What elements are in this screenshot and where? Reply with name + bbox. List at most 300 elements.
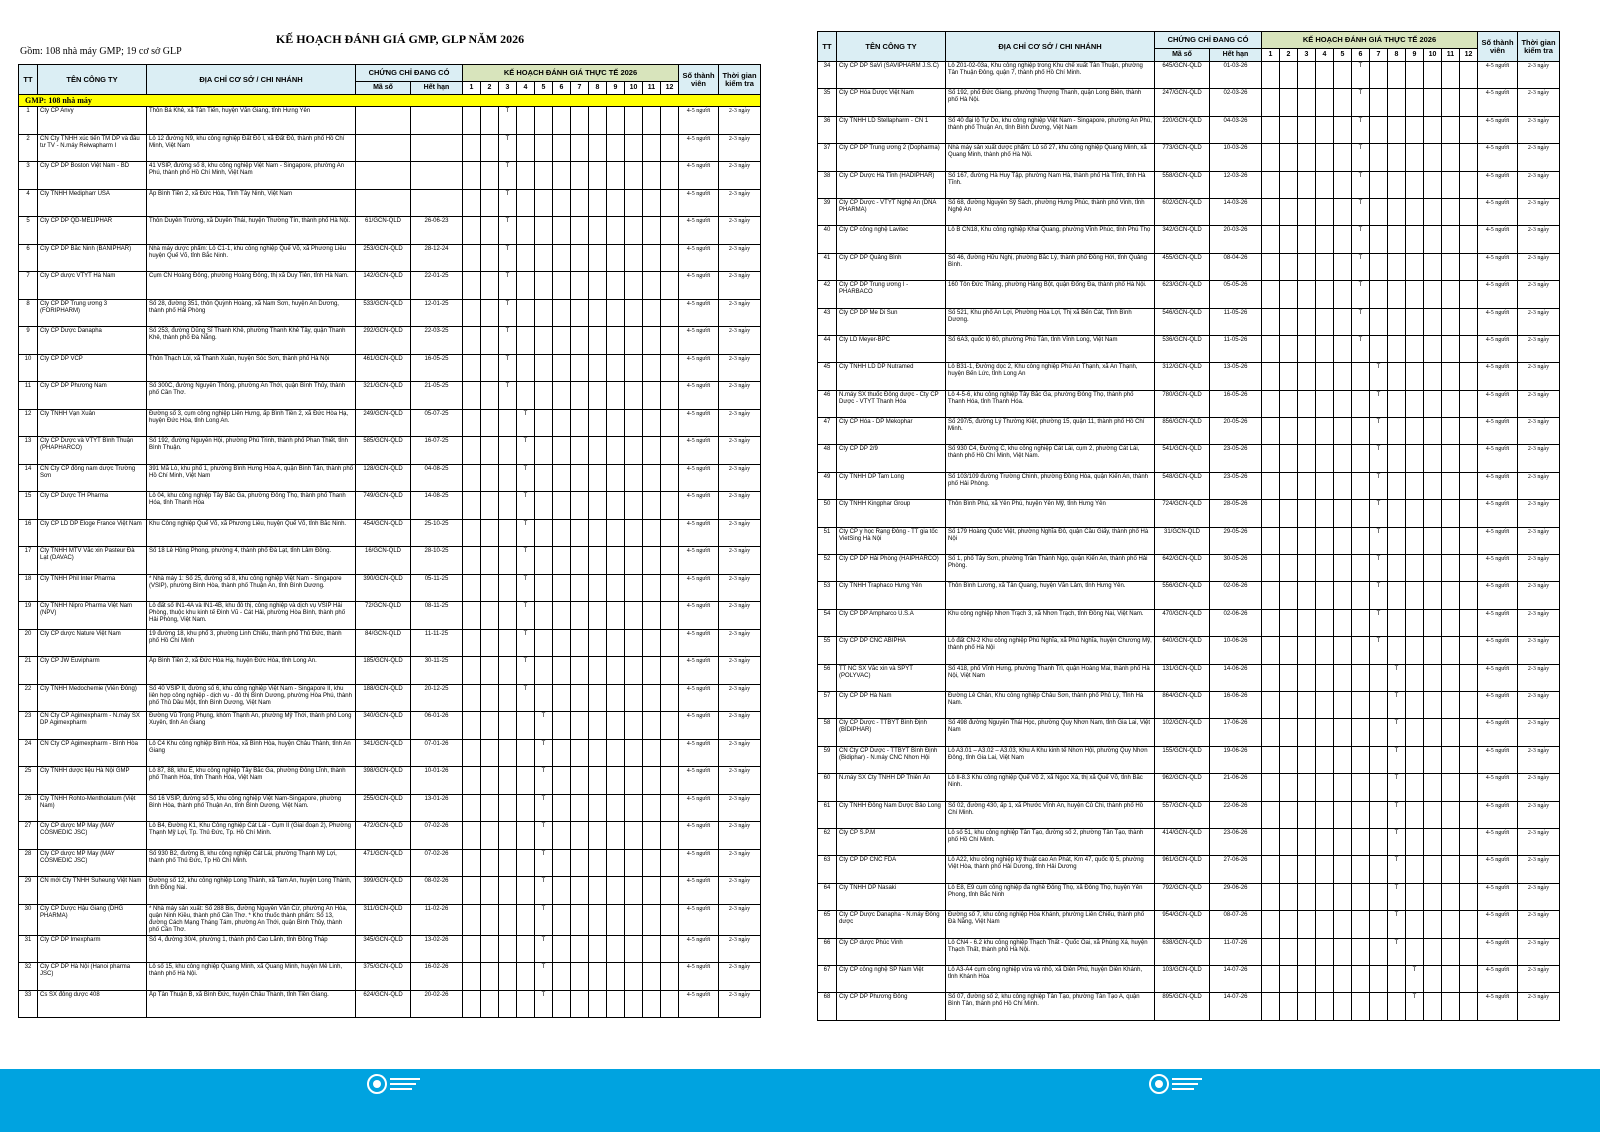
staff-count: 4-5 người — [1478, 828, 1518, 855]
month-cell-6 — [553, 739, 571, 767]
audit-mark: T — [1370, 609, 1388, 636]
month-cell-12 — [1460, 390, 1478, 417]
audit-mark: T — [1352, 253, 1370, 280]
table-row — [19, 492, 761, 520]
certificate-expiry: 01-03-26 — [1210, 62, 1262, 89]
staff-count: 4-5 người — [1478, 801, 1518, 828]
inspection-duration: 2-3 ngày — [1518, 335, 1560, 362]
company-name: Cty CP DP CNC ABIPHA — [837, 637, 946, 664]
certificate-expiry: 04-08-25 — [411, 464, 463, 492]
month-cell-9 — [1406, 418, 1424, 445]
audit-mark: T — [1388, 774, 1406, 801]
company-name: Cty CP DP 2/9 — [837, 445, 946, 472]
audit-mark: T — [1370, 390, 1388, 417]
inspection-duration: 2-3 ngày — [1518, 418, 1560, 445]
facility-address: Số 16 VSIP, đường số 5, khu công nghiệp Việt Nam-Singapore, phường Bình Hòa, thành phố Thuận An, tỉnh Bình Dương, Việt Nam. — [147, 794, 356, 822]
certificate-expiry: 23-05-26 — [1210, 472, 1262, 499]
inspection-duration: 2-3 ngày — [719, 629, 761, 657]
audit-mark: T — [1370, 637, 1388, 664]
row-number: 35 — [818, 89, 837, 116]
month-cell-3 — [1298, 445, 1316, 472]
month-cell-11 — [1442, 253, 1460, 280]
month-cell-7 — [571, 877, 589, 905]
month-cell-11 — [1442, 89, 1460, 116]
certificate-code: 471/GCN-QLD — [356, 849, 411, 877]
month-cell-8 — [1388, 527, 1406, 554]
facility-address: Cụm CN Hoàng Đông, phường Hoàng Đông, thị xã Duy Tiên, tỉnh Hà Nam. — [147, 272, 356, 300]
month-cell-12 — [661, 519, 679, 547]
month-cell-10 — [1424, 335, 1442, 362]
month-cell-9 — [607, 849, 625, 877]
row-number: 53 — [818, 582, 837, 609]
month-cell-7 — [1370, 335, 1388, 362]
facility-address: Thôn Thạch Lỗi, xã Thanh Xuân, huyện Sóc Sơn, thành phố Hà Nội — [147, 354, 356, 382]
month-cell-11 — [643, 629, 661, 657]
staff-count: 4-5 người — [1478, 390, 1518, 417]
row-number: 21 — [19, 657, 38, 685]
month-cell-11 — [1442, 472, 1460, 499]
month-cell-4 — [1316, 609, 1334, 636]
month-cell-10 — [1424, 883, 1442, 910]
month-cell-7 — [1370, 774, 1388, 801]
month-cell-11 — [643, 437, 661, 465]
month-cell-9 — [607, 162, 625, 190]
month-cell-10 — [1424, 527, 1442, 554]
month-cell-12 — [1460, 965, 1478, 992]
company-name: Cty CP DP Me Di Sun — [837, 308, 946, 335]
month-cell-2 — [1280, 883, 1298, 910]
facility-address: Thôn Duyên Trường, xã Duyên Thái, huyện Thường Tín, thành phố Hà Nội. — [147, 217, 356, 245]
month-cell-10 — [625, 244, 643, 272]
certificate-code: 640/GCN-QLD — [1155, 637, 1210, 664]
company-name: N.máy SX thuốc Đông dược - Cty CP Dược - VTYT Thanh Hóa — [837, 390, 946, 417]
company-name: Cty CP DP QD-MELIPHAR — [38, 217, 147, 245]
month-cell-12 — [1460, 582, 1478, 609]
month-cell-5 — [535, 409, 553, 437]
facility-address: Lô đất CN-2 Khu công nghiệp Phú Nghĩa, xã Phú Nghĩa, huyện Chương Mỹ, thành phố Hà Nội — [946, 637, 1155, 664]
month-cell-5 — [1334, 500, 1352, 527]
row-number: 22 — [19, 684, 38, 712]
month-cell-4 — [1316, 390, 1334, 417]
row-number: 20 — [19, 629, 38, 657]
month-cell-4 — [1316, 774, 1334, 801]
month-cell-5 — [535, 437, 553, 465]
facility-address: Số 521, Khu phố An Lợi, Phường Hòa Lợi, Thị xã Bến Cát, Tỉnh Bình Dương. — [946, 308, 1155, 335]
month-cell-10 — [1424, 664, 1442, 691]
month-cell-10 — [625, 519, 643, 547]
table-row — [19, 519, 761, 547]
month-cell-7 — [571, 547, 589, 575]
month-cell-4 — [1316, 911, 1334, 938]
month-cell-5 — [535, 657, 553, 685]
month-cell-10 — [625, 134, 643, 162]
facility-address: Số 6A3, quốc lộ 60, phường Phú Tân, tỉnh Vĩnh Long, Việt Nam — [946, 335, 1155, 362]
month-cell-3 — [499, 492, 517, 520]
month-cell-9 — [1406, 472, 1424, 499]
month-cell-9 — [607, 464, 625, 492]
month-cell-3 — [499, 437, 517, 465]
staff-count: 4-5 người — [1478, 144, 1518, 171]
month-cell-9 — [607, 437, 625, 465]
month-cell-10 — [625, 849, 643, 877]
staff-count: 4-5 người — [679, 437, 719, 465]
certificate-code: 102/GCN-QLD — [1155, 719, 1210, 746]
month-cell-12 — [1460, 883, 1478, 910]
table-row — [818, 828, 1560, 855]
inspection-duration: 2-3 ngày — [1518, 746, 1560, 773]
certificate-code: 61/GCN-QLD — [356, 217, 411, 245]
company-name: Cty LD Meyer-BPC — [837, 335, 946, 362]
month-cell-4 — [517, 272, 535, 300]
month-cell-1 — [463, 409, 481, 437]
month-cell-7 — [571, 382, 589, 410]
certificate-code: 72/GCN-QLD — [356, 602, 411, 630]
staff-count: 4-5 người — [679, 299, 719, 327]
month-cell-12 — [1460, 308, 1478, 335]
month-cell-9 — [607, 299, 625, 327]
row-number: 34 — [818, 62, 837, 89]
month-cell-2 — [1280, 472, 1298, 499]
header-plan: KẾ HOẠCH ĐÁNH GIÁ THỰC TẾ 2026 — [1262, 32, 1478, 49]
company-name: Cty CP LD DP Éloge France Việt Nam — [38, 519, 147, 547]
month-cell-6 — [553, 935, 571, 963]
month-cell-12 — [1460, 828, 1478, 855]
month-cell-5 — [535, 189, 553, 217]
month-cell-7 — [1370, 911, 1388, 938]
month-cell-10 — [1424, 62, 1442, 89]
month-cell-7 — [1370, 801, 1388, 828]
month-cell-3 — [1298, 965, 1316, 992]
month-cell-11 — [643, 657, 661, 685]
month-cell-4 — [1316, 664, 1334, 691]
facility-address: Số 167, đường Hà Huy Tập, phường Nam Hà, thành phố Hà Tĩnh, tỉnh Hà Tĩnh. — [946, 171, 1155, 198]
certificate-expiry: 28-12-24 — [411, 244, 463, 272]
month-cell-8 — [1388, 308, 1406, 335]
certificate-code: 292/GCN-QLD — [356, 327, 411, 355]
certificate-code: 536/GCN-QLD — [1155, 335, 1210, 362]
month-cell-8 — [589, 602, 607, 630]
inspection-duration: 2-3 ngày — [1518, 226, 1560, 253]
month-cell-3 — [499, 574, 517, 602]
company-name: Cty CP dược MP May (MAY COSMEDIC JSC) — [38, 822, 147, 850]
month-cell-11 — [643, 189, 661, 217]
month-cell-12 — [661, 849, 679, 877]
month-cell-2 — [1280, 911, 1298, 938]
certificate-expiry: 16-05-25 — [411, 354, 463, 382]
month-cell-11 — [1442, 856, 1460, 883]
month-cell-4 — [1316, 719, 1334, 746]
month-cell-4 — [1316, 828, 1334, 855]
month-cell-2 — [481, 822, 499, 850]
month-cell-2 — [1280, 801, 1298, 828]
header-address: ĐỊA CHỈ CƠ SỞ / CHI NHÁNH — [147, 65, 356, 95]
certificate-expiry: 08-11-25 — [411, 602, 463, 630]
month-cell-7 — [571, 849, 589, 877]
month-cell-12 — [661, 904, 679, 935]
month-cell-8 — [1388, 965, 1406, 992]
month-cell-10 — [625, 437, 643, 465]
row-number: 64 — [818, 883, 837, 910]
inspection-duration: 2-3 ngày — [719, 904, 761, 935]
facility-address: Số 253, đường Dũng Sĩ Thanh Khê, phường Thanh Khê Tây, quận Thanh Khê, thành phố Đà Nẵng. — [147, 327, 356, 355]
month-cell-11 — [1442, 363, 1460, 390]
month-cell-12 — [1460, 664, 1478, 691]
staff-count: 4-5 người — [679, 822, 719, 850]
month-cell-1 — [463, 739, 481, 767]
month-cell-9 — [607, 684, 625, 712]
audit-mark: T — [517, 684, 535, 712]
month-cell-8 — [589, 162, 607, 190]
audit-mark: T — [1370, 555, 1388, 582]
month-cell-12 — [661, 990, 679, 1018]
company-name: Cty TNHH Medipharr USA — [38, 189, 147, 217]
month-cell-1 — [463, 904, 481, 935]
month-cell-11 — [1442, 582, 1460, 609]
certificate-expiry: 02-06-26 — [1210, 609, 1262, 636]
month-cell-2 — [1280, 719, 1298, 746]
month-cell-2 — [481, 684, 499, 712]
facility-address: Lô CN4 - 6.2 khu công nghiệp Thạch Thất - Quốc Oai, xã Phùng Xá, huyện Thạch Thất, thành phố Hà Nội. — [946, 938, 1155, 965]
month-cell-10 — [625, 602, 643, 630]
certificate-expiry: 22-01-25 — [411, 272, 463, 300]
month-cell-11 — [643, 712, 661, 740]
month-cell-1 — [463, 935, 481, 963]
facility-address: Số 192, phố Đức Giang, phường Thượng Thanh, quận Long Biên, thành phố Hà Nội. — [946, 89, 1155, 116]
month-cell-10 — [1424, 253, 1442, 280]
month-cell-3 — [1298, 116, 1316, 143]
month-cell-4 — [517, 162, 535, 190]
inspection-duration: 2-3 ngày — [719, 849, 761, 877]
month-cell-2 — [481, 904, 499, 935]
table-row — [19, 189, 761, 217]
month-cell-4 — [517, 189, 535, 217]
month-cell-2 — [481, 547, 499, 575]
facility-address: Lô Z01-02-03a, Khu công nghiệp trong Khu chế xuất Tân Thuận, phường Tân Thuận Đông, quận 7, thành phố Hồ Chí Minh. — [946, 62, 1155, 89]
certificate-expiry: 25-10-25 — [411, 519, 463, 547]
month-cell-11 — [1442, 308, 1460, 335]
month-cell-7 — [1370, 144, 1388, 171]
month-cell-9 — [607, 904, 625, 935]
inspection-duration: 2-3 ngày — [1518, 774, 1560, 801]
row-number: 16 — [19, 519, 38, 547]
month-cell-4 — [517, 794, 535, 822]
table-row — [818, 500, 1560, 527]
month-cell-3 — [1298, 281, 1316, 308]
certificate-code: 557/GCN-QLD — [1155, 801, 1210, 828]
month-cell-4 — [517, 354, 535, 382]
month-cell-12 — [661, 767, 679, 795]
month-cell-5 — [535, 107, 553, 135]
inspection-duration: 2-3 ngày — [1518, 472, 1560, 499]
month-cell-3 — [499, 547, 517, 575]
month-cell-10 — [625, 354, 643, 382]
month-cell-11 — [1442, 911, 1460, 938]
month-cell-6 — [553, 492, 571, 520]
staff-count: 4-5 người — [1478, 883, 1518, 910]
month-cell-6 — [553, 822, 571, 850]
month-cell-11 — [1442, 637, 1460, 664]
month-cell-3 — [1298, 883, 1316, 910]
month-cell-8 — [1388, 582, 1406, 609]
certificate-expiry: 30-11-25 — [411, 657, 463, 685]
company-name: CN Cty CP Agimexpharm - Bình Hòa — [38, 739, 147, 767]
month-cell-4 — [517, 739, 535, 767]
organization-logo-icon — [1148, 1073, 1204, 1095]
month-cell-1 — [1262, 363, 1280, 390]
row-number: 29 — [19, 877, 38, 905]
staff-count: 4-5 người — [1478, 281, 1518, 308]
staff-count: 4-5 người — [1478, 500, 1518, 527]
table-row — [818, 746, 1560, 773]
audit-mark: T — [499, 299, 517, 327]
facility-address: Ấp Tân Thuận B, xã Bình Đức, huyện Châu Thành, tỉnh Tiền Giang. — [147, 990, 356, 1018]
month-cell-2 — [1280, 116, 1298, 143]
company-name: Cty CP DP Hải Phòng (HAIPHARCO) — [837, 555, 946, 582]
month-cell-12 — [1460, 856, 1478, 883]
month-cell-9 — [607, 574, 625, 602]
month-cell-10 — [625, 739, 643, 767]
month-cell-12 — [661, 684, 679, 712]
month-cell-12 — [1460, 472, 1478, 499]
month-cell-8 — [589, 767, 607, 795]
month-cell-5 — [535, 382, 553, 410]
staff-count: 4-5 người — [679, 849, 719, 877]
certificate-code: 253/GCN-QLD — [356, 244, 411, 272]
month-cell-11 — [1442, 171, 1460, 198]
month-cell-10 — [1424, 582, 1442, 609]
audit-mark: T — [1370, 472, 1388, 499]
certificate-expiry: 16-07-25 — [411, 437, 463, 465]
month-cell-12 — [661, 354, 679, 382]
month-cell-5 — [535, 464, 553, 492]
facility-address: Lô B4, Đường K1, Khu Công nghiệp Cát Lái - Cụm II (Giai đoạn 2), Phường Thạnh Mỹ Lợi, Tp. Thủ Đức, Tp. Hồ Chí Minh. — [147, 822, 356, 850]
company-name: TT NC SX Vắc xin và SPYT (POLYVAC) — [837, 664, 946, 691]
month-cell-2 — [481, 935, 499, 963]
facility-address: Số 930 C4, Đường C, khu công nghiệp Cát Lái, cụm 2, phường Cát Lái, thành phố Hồ Chí Minh, Việt Nam. — [946, 445, 1155, 472]
month-cell-9 — [607, 382, 625, 410]
month-cell-12 — [1460, 719, 1478, 746]
table-row — [818, 801, 1560, 828]
month-cell-7 — [571, 189, 589, 217]
month-cell-5 — [535, 299, 553, 327]
company-name: CN Cty CP Dược - TTBYT Bình Định (Bidiphar) - N.máy CNC Nhơn Hội — [837, 746, 946, 773]
audit-mark: T — [1388, 883, 1406, 910]
certificate-expiry: 29-06-26 — [1210, 883, 1262, 910]
month-cell-4 — [517, 935, 535, 963]
month-cell-9 — [1406, 89, 1424, 116]
row-number: 54 — [818, 609, 837, 636]
month-cell-8 — [589, 990, 607, 1018]
month-cell-5 — [1334, 144, 1352, 171]
document-title: KẾ HOẠCH ĐÁNH GIÁ GMP, GLP NĂM 2026 — [275, 32, 525, 46]
month-cell-10 — [1424, 609, 1442, 636]
month-cell-8 — [1388, 418, 1406, 445]
company-name: CN mới Cty TNHH Suheung Việt Nam — [38, 877, 147, 905]
month-cell-6 — [1352, 390, 1370, 417]
company-name: CN Cty TNHH xúc tiến TM DP và đầu tư TV - N.máy Reiwapharm I — [38, 134, 147, 162]
company-name: Cty CP DP CNC FDA — [837, 856, 946, 883]
month-cell-5 — [1334, 828, 1352, 855]
row-number: 5 — [19, 217, 38, 245]
audit-mark: T — [1370, 582, 1388, 609]
row-number: 48 — [818, 445, 837, 472]
certificate-expiry: 06-01-26 — [411, 712, 463, 740]
row-number: 36 — [818, 116, 837, 143]
month-cell-11 — [643, 354, 661, 382]
certificate-expiry: 19-06-26 — [1210, 746, 1262, 773]
certificate-expiry: 13-01-26 — [411, 794, 463, 822]
month-cell-1 — [463, 189, 481, 217]
facility-address: 19 đường 18, khu phố 3, phường Linh Chiểu, thành phố Thủ Đức, thành phố Hồ Chí Minh — [147, 629, 356, 657]
table-row — [19, 299, 761, 327]
row-number: 44 — [818, 335, 837, 362]
month-cell-7 — [571, 162, 589, 190]
audit-mark: T — [517, 519, 535, 547]
month-cell-4 — [1316, 418, 1334, 445]
facility-address: Số 179 Hoàng Quốc Việt, phường Nghĩa Đô, quận Cầu Giấy, thành phố Hà Nội — [946, 527, 1155, 554]
month-cell-6 — [553, 354, 571, 382]
month-cell-9 — [607, 990, 625, 1018]
certificate-expiry: 13-05-26 — [1210, 363, 1262, 390]
month-cell-5 — [1334, 445, 1352, 472]
facility-address: Số 46, đường Hữu Nghị, phường Bắc Lý, thành phố Đồng Hới, tỉnh Quảng Bình. — [946, 253, 1155, 280]
certificate-expiry: 10-01-26 — [411, 767, 463, 795]
certificate-expiry: 11-05-26 — [1210, 308, 1262, 335]
month-cell-1 — [463, 849, 481, 877]
month-cell-5 — [535, 629, 553, 657]
month-cell-2 — [481, 299, 499, 327]
month-cell-1 — [463, 629, 481, 657]
month-cell-5 — [1334, 527, 1352, 554]
staff-count: 4-5 người — [679, 767, 719, 795]
month-cell-7 — [1370, 281, 1388, 308]
month-cell-5 — [535, 217, 553, 245]
certificate-expiry: 30-05-26 — [1210, 555, 1262, 582]
month-cell-3 — [1298, 527, 1316, 554]
facility-address: Lô 04, khu công nghiệp Tây Bắc Ga, phường Đông Thọ, thành phố Thanh Hóa, tỉnh Thanh Hóa — [147, 492, 356, 520]
header-month-8: 8 — [589, 82, 607, 95]
company-name: Cty CP DP Trung ương 3 (FORIPHARM) — [38, 299, 147, 327]
month-cell-4 — [1316, 801, 1334, 828]
month-cell-6 — [553, 794, 571, 822]
month-cell-2 — [481, 794, 499, 822]
month-cell-3 — [1298, 719, 1316, 746]
month-cell-2 — [481, 354, 499, 382]
table-row — [19, 327, 761, 355]
inspection-duration: 2-3 ngày — [1518, 89, 1560, 116]
month-cell-12 — [661, 437, 679, 465]
month-cell-12 — [1460, 911, 1478, 938]
month-cell-12 — [1460, 363, 1478, 390]
month-cell-10 — [1424, 500, 1442, 527]
header-month-3: 3 — [1298, 49, 1316, 62]
row-number: 46 — [818, 390, 837, 417]
month-cell-5 — [1334, 226, 1352, 253]
row-number: 50 — [818, 500, 837, 527]
certificate-code: 895/GCN-QLD — [1155, 993, 1210, 1020]
month-cell-5 — [535, 519, 553, 547]
company-name: Cty CP DP Hà Nam — [837, 691, 946, 718]
row-number: 28 — [19, 849, 38, 877]
month-cell-6 — [1352, 883, 1370, 910]
company-name: Cty CP dược VTYT Hà Nam — [38, 272, 147, 300]
month-cell-1 — [1262, 938, 1280, 965]
month-cell-1 — [1262, 89, 1280, 116]
certificate-expiry: 07-01-26 — [411, 739, 463, 767]
audit-mark: T — [535, 739, 553, 767]
company-name: Cty TNHH DP Tam Long — [837, 472, 946, 499]
document-subtitle: Gồm: 108 nhà máy GMP; 19 cơ sở GLP — [20, 46, 182, 57]
